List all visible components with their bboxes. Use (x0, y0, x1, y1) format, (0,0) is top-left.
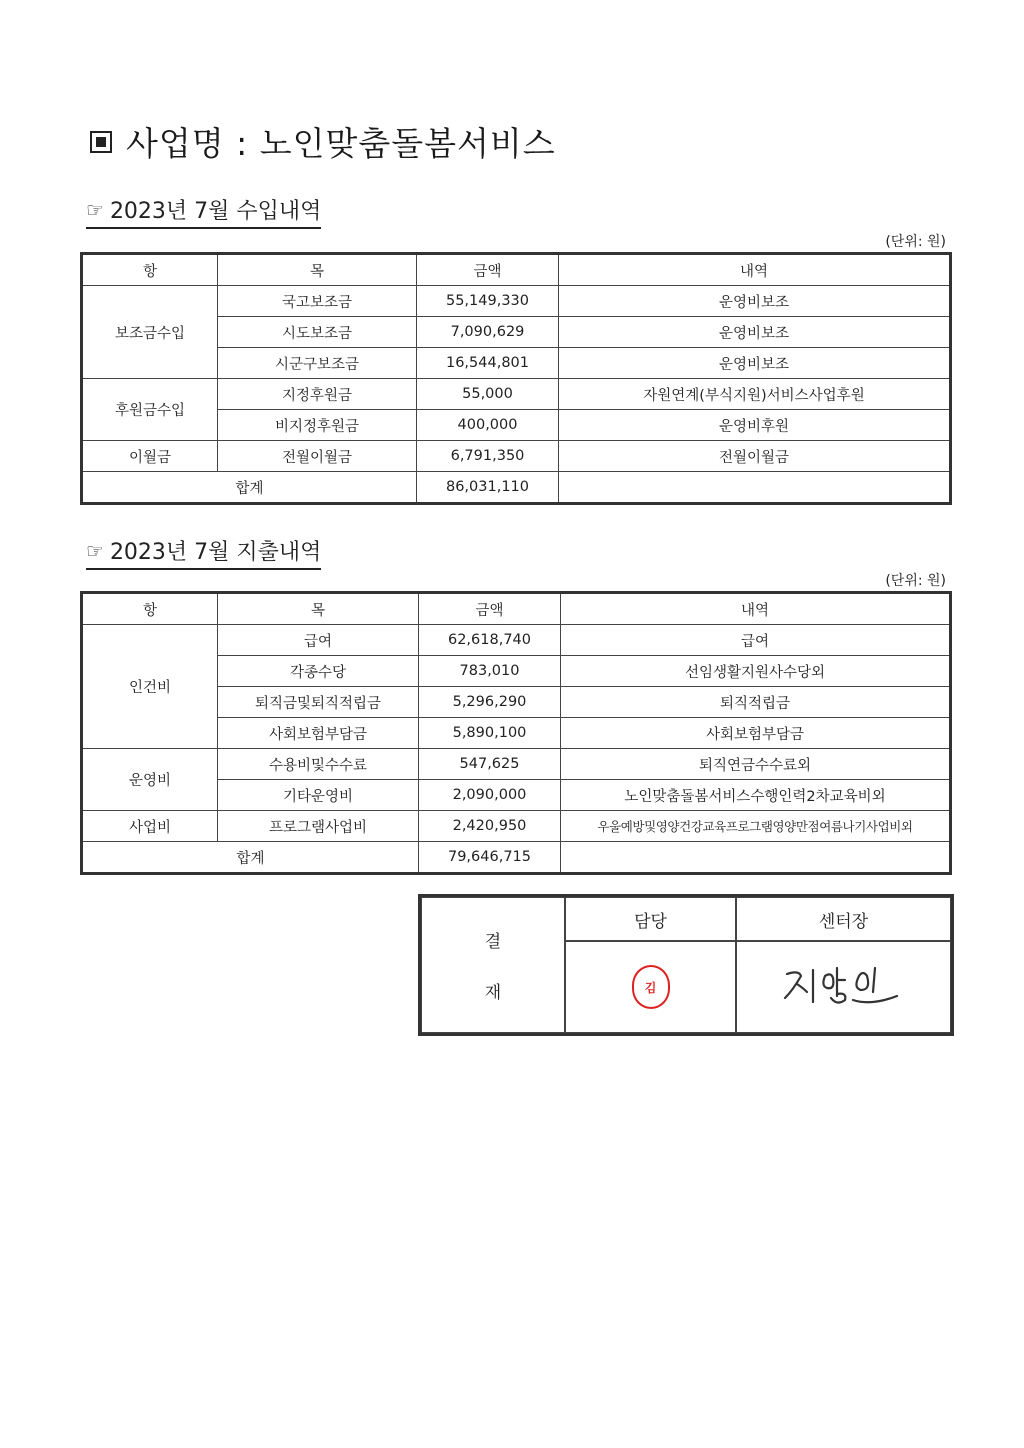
hang-cell: 운영비 (82, 749, 218, 811)
total-row (82, 472, 951, 504)
detail-cell: 자원연계(부식지원)서비스사업후원 (559, 379, 951, 410)
amount-cell: 6,791,350 (417, 441, 559, 472)
income-heading (86, 194, 321, 229)
header-hang: 항 (82, 593, 218, 625)
header-detail: 내역 (561, 593, 951, 625)
hang-cell: 후원금수입 (82, 379, 218, 441)
mok-cell: 기타운영비 (218, 780, 419, 811)
header-hang: 항 (82, 254, 218, 286)
approval-box (418, 894, 954, 1036)
detail-cell: 퇴직적립금 (561, 687, 951, 718)
approval-label-bottom: 재 (484, 983, 502, 1003)
detail-cell: 급여 (561, 625, 951, 656)
mok-cell: 프로그램사업비 (218, 811, 419, 842)
amount-cell: 2,420,950 (419, 811, 561, 842)
approval-label (421, 897, 565, 1033)
amount-cell: 547,625 (419, 749, 561, 780)
amount-cell: 5,890,100 (419, 718, 561, 749)
amount-cell: 62,618,740 (419, 625, 561, 656)
amount-cell: 7,090,629 (417, 317, 559, 348)
table-row (82, 286, 951, 317)
amount-cell: 55,000 (417, 379, 559, 410)
page-title-text: 사업명 : 노인맞춤돌봄서비스 (126, 124, 556, 163)
detail-cell: 선임생활지원사수당외 (561, 656, 951, 687)
header-mok: 목 (218, 254, 417, 286)
table-header-row (82, 593, 951, 625)
expense-unit: (단위: 원) (885, 573, 946, 589)
page-title (90, 118, 556, 165)
mok-cell: 전월이월금 (218, 441, 417, 472)
total-amount: 79,646,715 (419, 842, 561, 874)
director-signature-cell (736, 941, 951, 1033)
mok-cell: 시군구보조금 (218, 348, 417, 379)
income-unit: (단위: 원) (885, 234, 946, 250)
square-bullet-icon (90, 131, 112, 153)
table-row (82, 749, 951, 780)
mok-cell: 각종수당 (218, 656, 419, 687)
total-label: 합계 (82, 842, 419, 874)
amount-cell: 55,149,330 (417, 286, 559, 317)
detail-cell: 노인맞춤돌봄서비스수행인력2차교육비외 (561, 780, 951, 811)
header-detail: 내역 (559, 254, 951, 286)
mok-cell: 시도보조금 (218, 317, 417, 348)
amount-cell: 5,296,290 (419, 687, 561, 718)
header-mok: 목 (218, 593, 419, 625)
mok-cell: 퇴직금및퇴직적립금 (218, 687, 419, 718)
amount-cell: 2,090,000 (419, 780, 561, 811)
income-table (80, 252, 952, 505)
amount-cell: 783,010 (419, 656, 561, 687)
mok-cell: 비지정후원금 (218, 410, 417, 441)
detail-cell: 운영비보조 (559, 317, 951, 348)
detail-cell: 전월이월금 (559, 441, 951, 472)
amount-cell: 400,000 (417, 410, 559, 441)
expense-heading-text: 2023년 7월 지출내역 (109, 540, 322, 565)
table-row (82, 625, 951, 656)
total-row (82, 842, 951, 874)
amount-cell: 16,544,801 (417, 348, 559, 379)
table-header-row (82, 254, 951, 286)
mok-cell: 급여 (218, 625, 419, 656)
pointing-hand-icon: ☞ (86, 538, 104, 563)
expense-heading (86, 535, 321, 570)
approval-label-top: 결 (484, 932, 502, 952)
handwritten-signature (779, 962, 909, 1012)
mok-cell: 사회보험부담금 (218, 718, 419, 749)
approval-header-director: 센터장 (736, 897, 951, 941)
total-detail (559, 472, 951, 504)
mok-cell: 지정후원금 (218, 379, 417, 410)
mok-cell: 수용비및수수료 (218, 749, 419, 780)
hang-cell: 이월금 (82, 441, 218, 472)
detail-cell: 사회보험부담금 (561, 718, 951, 749)
table-row (82, 379, 951, 410)
approval-header-staff: 담당 (565, 897, 736, 941)
hang-cell: 보조금수입 (82, 286, 218, 379)
hang-cell: 사업비 (82, 811, 218, 842)
table-row (82, 811, 951, 842)
table-row (82, 441, 951, 472)
detail-cell: 운영비후원 (559, 410, 951, 441)
income-heading-text: 2023년 7월 수입내역 (109, 199, 322, 224)
staff-seal-cell (565, 941, 736, 1033)
pointing-hand-icon: ☞ (86, 197, 104, 222)
detail-cell: 우울예방및영양건강교육프로그램영양만점여름나기사업비외 (561, 811, 951, 842)
mok-cell: 국고보조금 (218, 286, 417, 317)
header-amount: 금액 (417, 254, 559, 286)
hang-cell: 인건비 (82, 625, 218, 749)
detail-cell: 퇴직연금수수료외 (561, 749, 951, 780)
detail-cell: 운영비보조 (559, 348, 951, 379)
expense-table (80, 591, 952, 875)
red-seal-stamp: 김 (632, 965, 670, 1009)
header-amount: 금액 (419, 593, 561, 625)
total-amount: 86,031,110 (417, 472, 559, 504)
total-detail (561, 842, 951, 874)
detail-cell: 운영비보조 (559, 286, 951, 317)
total-label: 합계 (82, 472, 417, 504)
